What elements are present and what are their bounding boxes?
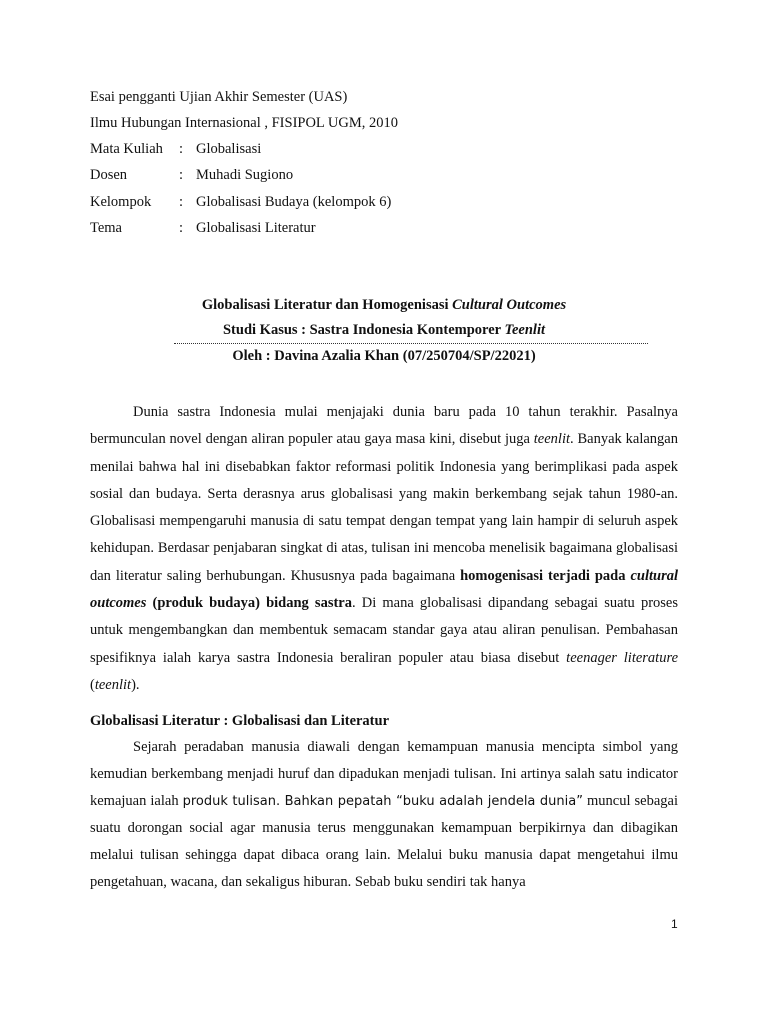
meta-value: Muhadi Sugiono — [196, 167, 294, 183]
intro-paragraph — [90, 399, 678, 699]
meta-key: Dosen — [90, 167, 128, 183]
section-paragraph-text: Sejarah peradaban manusia diawali dengan kemampuan manusia mencipta simbol yang kemudian berkembang menjadi huruf dan dipadukan menjadi tulisan. Ini artinya salah satu indicator kemajuan ialah produk tulisan. Bahkan pepatah “buku adalah jendela dunia” muncul sebagai suatu dorongan social agar manusia terus menggunakan kemampuan berpikirnya dan dibagikan melalui tulisan sehingga dapat dibaca orang lain. Melalui buku manusia dapat mengetahui ilmu pengetahuan, wacana, dan sekaligus hiburan. Sebab buku sendiri tak hanya — [90, 739, 678, 891]
header-line-institution: Ilmu Hubungan Internasional , FISIPOL UGM, 2010 — [90, 115, 398, 131]
meta-value: Globalisasi — [196, 141, 262, 157]
section-heading: Globalisasi Literatur : Globalisasi dan Literatur — [90, 713, 390, 729]
essay-title — [0, 297, 768, 314]
meta-value: Globalisasi Budaya (kelompok 6) — [196, 194, 392, 210]
meta-key: Mata Kuliah — [90, 141, 163, 157]
meta-key: Tema — [90, 220, 122, 236]
essay-author: Oleh : Davina Azalia Khan (07/250704/SP/22021) — [232, 348, 536, 364]
essay-title-italic: Cultural Outcomes — [452, 297, 567, 313]
essay-title-text: Globalisasi Literatur dan Homogenisasi — [201, 297, 453, 313]
dotted-divider — [174, 343, 648, 344]
meta-separator: : — [179, 220, 184, 236]
header-line-exam: Esai pengganti Ujian Akhir Semester (UAS) — [90, 89, 348, 105]
meta-separator: : — [179, 141, 184, 157]
intro-paragraph-text: Dunia sastra Indonesia mulai menjajaki dunia baru pada 10 tahun terakhir. Pasalnya bermunculan novel dengan aliran populer atau gaya masa kini, disebut juga teenlit. Banyak kalangan menilai bahwa hal ini disebabkan faktor reformasi politik Indonesia yang berimplikasi pada aspek sosial dan budaya. Serta derasnya arus globalisasi yang makin berkembang sejak tahun 1980-an. Globalisasi mempengaruhi manusia di satu tempat dengan tempat yang lain hampir di seluruh aspek kehidupan. Berdasar penjabaran singkat di atas, tulisan ini mencoba menelisik bagaimana globalisasi dan literatur saling berhubungan. Khususnya pada bagaimana homogenisasi terjadi pada cultural outcomes (produk budaya) bidang sastra. Di mana globalisasi dipandang sebagai suatu proses untuk mengembangkan dan membentuk semacam standar gaya atau aliran penulisan. Pembahasan spesifiknya ialah karya sastra Indonesia beraliran populer atau biasa disebut teenager literature (teenlit). — [90, 404, 679, 693]
meta-value: Globalisasi Literatur — [196, 220, 316, 236]
essay-subtitle — [0, 322, 768, 339]
meta-key: Kelompok — [90, 194, 152, 210]
essay-subtitle-italic: Teenlit — [504, 322, 546, 338]
page-number: 1 — [671, 917, 678, 931]
essay-subtitle-text: Studi Kasus : Sastra Indonesia Kontemporer — [222, 322, 505, 338]
section-paragraph — [90, 734, 678, 897]
meta-separator: : — [179, 167, 184, 183]
meta-separator: : — [179, 194, 184, 210]
